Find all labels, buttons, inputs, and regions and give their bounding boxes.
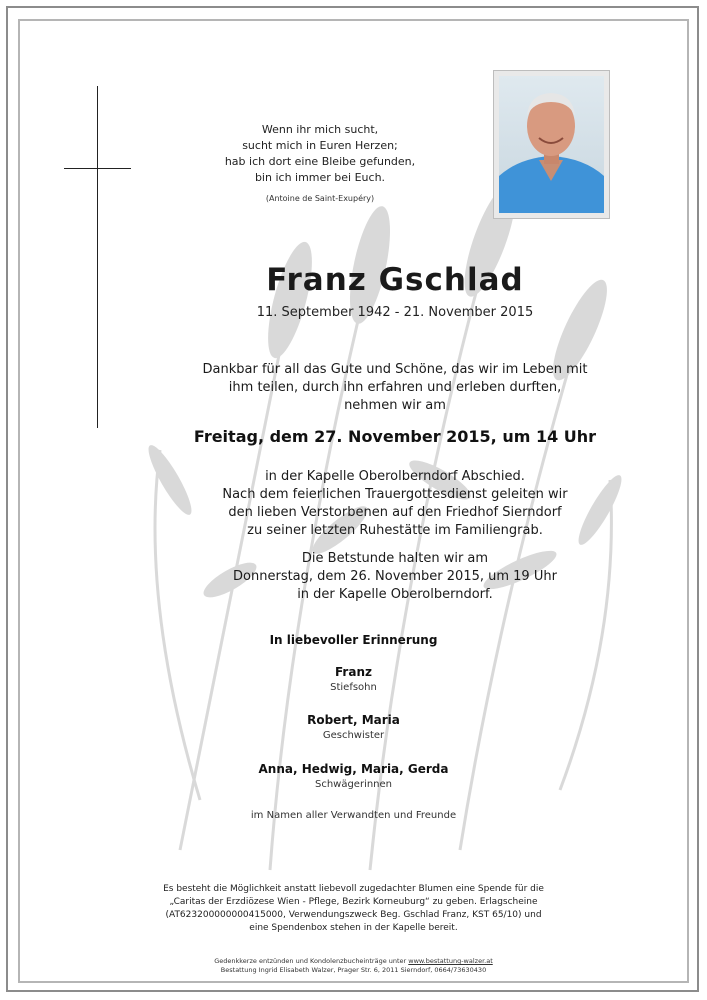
footer-line-1 <box>100 957 607 966</box>
ceremony-paragraph <box>140 468 650 540</box>
prayer-paragraph <box>140 550 650 604</box>
donation-line: Es besteht die Möglichkeit anstatt liebevoll zugedachter Blumen eine Spende für die <box>163 884 544 894</box>
ceremony-line: den lieben Verstorbenen auf den Friedhof Sierndorf <box>228 505 562 520</box>
mourner-relation: Schwägerinnen <box>314 779 393 790</box>
intro-line: nehmen wir am <box>344 398 446 413</box>
poem-line: Wenn ihr mich sucht, <box>261 123 379 136</box>
life-dates: 11. September 1942 - 21. November 2015 <box>256 305 534 320</box>
memorial-heading: In liebevoller Erinnerung <box>269 633 438 647</box>
mourner-names: Franz <box>335 665 372 679</box>
ceremony-line: Nach dem feierlichen Trauergottesdienst geleiten wir <box>222 487 568 502</box>
portrait-frame <box>493 70 610 219</box>
portrait-person-icon <box>499 76 604 213</box>
cross-vertical-bar <box>97 86 98 428</box>
poem-line: hab ich dort eine Bleibe gefunden, <box>224 155 416 168</box>
mourner-names: Robert, Maria <box>307 713 400 727</box>
prayer-line: in der Kapelle Oberolberndorf. <box>297 587 493 602</box>
footer <box>100 957 607 975</box>
mourner-relation: Stiefsohn <box>330 682 377 693</box>
intro-line: Dankbar für all das Gute und Schöne, das wir im Leben mit <box>202 362 588 377</box>
prayer-line: Donnerstag, dem 26. November 2015, um 19 Uhr <box>233 569 557 584</box>
poem-author: (Antoine de Saint-Exupéry) <box>265 194 375 203</box>
website-link[interactable]: www.bestattung-walzer.at <box>408 957 493 965</box>
mourner-names: Anna, Hedwig, Maria, Gerda <box>258 762 449 776</box>
funeral-date: Freitag, dem 27. November 2015, um 14 Uhr <box>193 427 597 446</box>
donation-paragraph <box>60 883 647 935</box>
mourner-relation: Geschwister <box>322 730 385 741</box>
donation-line: „Caritas der Erzdiözese Wien - Pflege, Bezirk Korneuburg“ zu geben. Erlagscheine <box>169 897 538 907</box>
ceremony-line: in der Kapelle Oberolberndorf Abschied. <box>265 469 525 484</box>
intro-line: ihm teilen, durch ihn erfahren und erleben durften, <box>228 380 562 395</box>
ceremony-line: zu seiner letzten Ruhestätte im Familiengrab. <box>247 523 543 538</box>
portrait-photo <box>499 76 604 213</box>
donation-line: (AT623200000000415000, Verwendungszweck Beg. Gschlad Franz, KST 65/10) und <box>165 910 542 920</box>
intro-paragraph <box>140 361 650 415</box>
footer-line-2: Bestattung Ingrid Elisabeth Walzer, Prager Str. 6, 2011 Sierndorf, 0664/73630430 <box>220 966 487 974</box>
cross-horizontal-bar <box>64 168 131 169</box>
donation-line: eine Spendenbox stehen in der Kapelle bereit. <box>249 923 458 933</box>
deceased-name: Franz Gschlad <box>266 262 524 298</box>
prayer-line: Die Betstunde halten wir am <box>301 551 489 566</box>
poem <box>155 122 485 186</box>
poem-line: sucht mich in Euren Herzen; <box>242 139 398 152</box>
poem-line: bin ich immer bei Euch. <box>254 171 386 184</box>
footer-text: Gedenkkerze entzünden und Kondolenzbucheinträge unter <box>214 957 409 965</box>
relatives-note: im Namen aller Verwandten und Freunde <box>250 810 457 821</box>
